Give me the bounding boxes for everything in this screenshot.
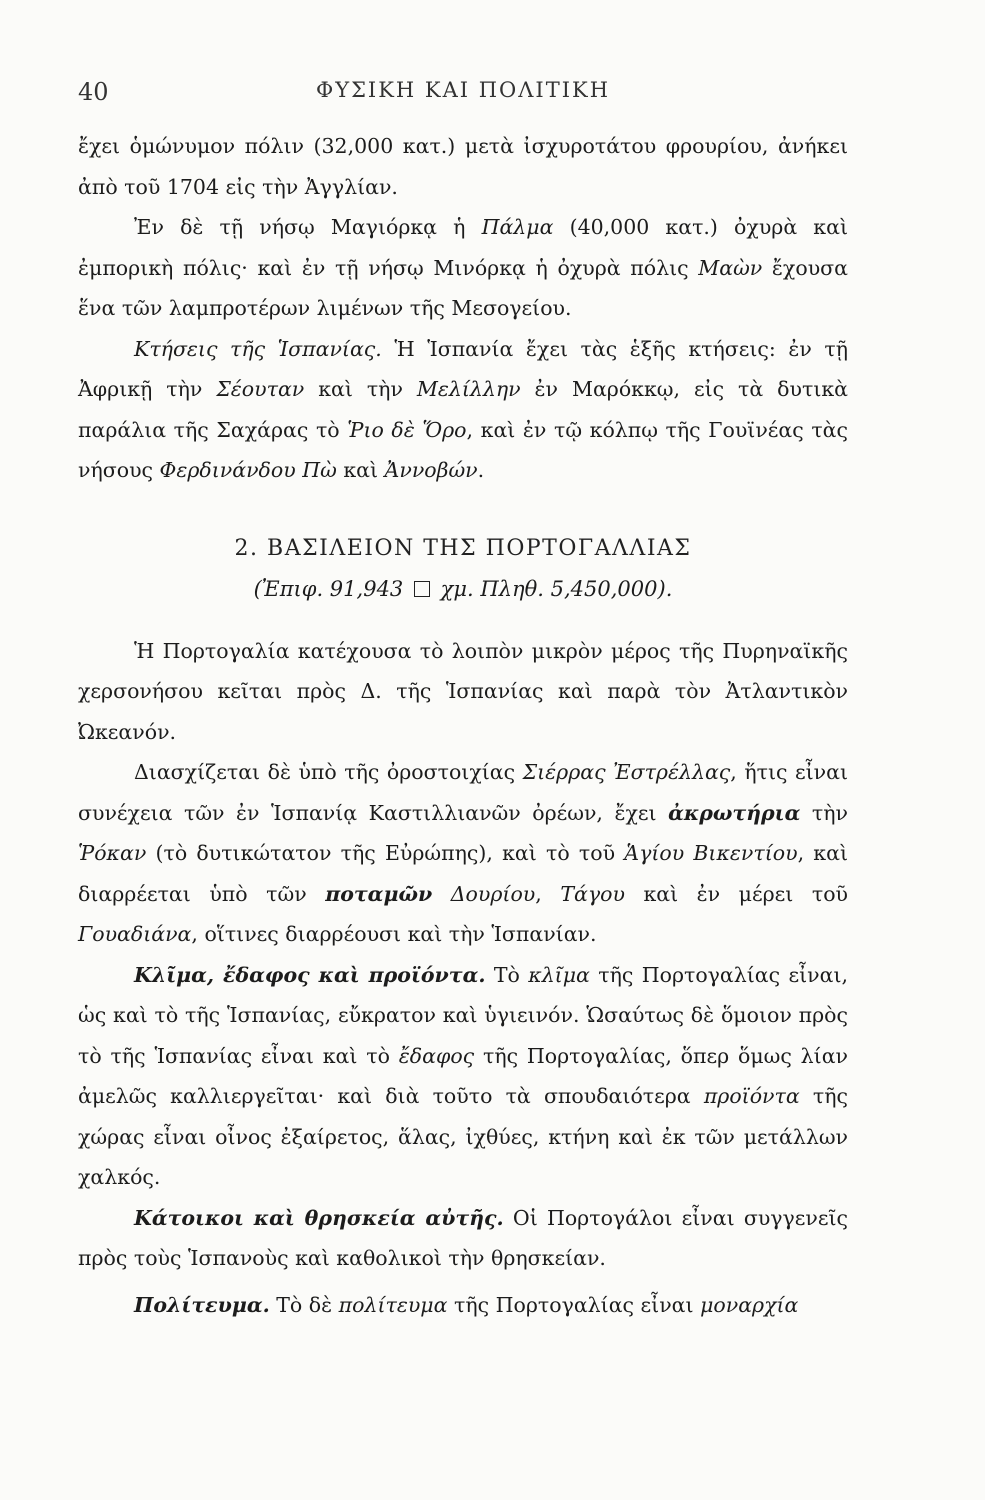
population-label: Πληθ. 5,450,000).	[480, 576, 673, 601]
paragraph-inhabitants: Κάτοικοι καὶ θρησκεία αὐτῆς. Οἱ Πορτογάλοι εἶναι συγγενεῖς πρὸς τοὺς Ἱσπανοὺς καὶ καθολικοὶ τὴν θρησκείαν.	[78, 1205, 849, 1270]
paragraph-government: Πολίτευμα. Τὸ δὲ πολίτευμα τῆς Πορτογαλίας εἶναι μοναρχία	[134, 1292, 799, 1317]
page-header	[78, 78, 848, 126]
paragraph-climate: Κλῖμα, ἔδαφος καὶ προϊόντα. Τὸ κλῖμα τῆς Πορτογαλίας εἶναι, ὡς καὶ τὸ τῆς Ἱσπανίας, εὔκρατον καὶ ὑγιεινόν. Ὡσαύτως δὲ ὅμοιον πρὸς τὸ τῆς Ἱσπανίας εἶναι καὶ τὸ ἔδαφος τῆς Πορτογαλίας, ὅπερ ὅμως λίαν ἀμελῶς καλλιεργεῖται· καὶ διὰ τοῦτο τὰ σπουδαιότερα προϊόντα τῆς χώρας εἶναι οἶνος ἐξαίρετος, ἅλας, ἰχθύες, κτήνη καὶ ἐκ τῶν μετάλλων χαλκός.	[78, 962, 849, 1189]
paragraph-balearic: Ἐν δὲ τῇ νήσῳ Μαγιόρκᾳ ἡ Πάλμα (40,000 κατ.) ὀχυρὰ καὶ ἐμπορικὴ πόλις· καὶ ἐν τῇ νήσῳ Μινόρκᾳ ἡ ὀχυρὰ πόλις Μαὼν ἔχουσα ἕνα τῶν λαμπροτέρων λιμένων τῆς Μεσογείου.	[78, 215, 848, 320]
page-number: 40	[78, 78, 109, 106]
area-unit: χμ.	[440, 576, 474, 601]
paragraph-portugal-location: Ἡ Πορτογαλία κατέχουσα τὸ λοιπὸν μικρὸν μέρος τῆς Πυρηναϊκῆς χερσονήσου κεῖται πρὸς Δ. τῆς Ἱσπανίας καὶ παρὰ τὸν Ἀτλαντικὸν Ὠκεανόν.	[78, 638, 848, 744]
square-symbol-icon	[414, 581, 430, 597]
inhabitants-heading: Κάτοικοι καὶ θρησκεία αὐτῆς.	[134, 1205, 504, 1230]
possessions-heading: Κτήσεις τῆς Ἱσπανίας.	[134, 336, 382, 361]
government-heading: Πολίτευμα.	[134, 1292, 270, 1317]
section-stats	[78, 569, 848, 609]
paragraph-mountains: Διασχίζεται δὲ ὑπὸ τῆς ὀροστοιχίας Σιέρρας Ἐστρέλλας, ἥτις εἶναι συνέχεια τῶν ἐν Ἱσπανίᾳ Καστιλλιανῶν ὀρέων, ἔχει ἀκρωτήρια τὴν Ῥόκαν (τὸ δυτικώτατον τῆς Εὐρώπης), καὶ τὸ τοῦ Ἁγίου Βικεντίου, καὶ διαρρέεται ὑπὸ τῶν ποταμῶν Δουρίου, Τάγου καὶ ἐν μέρει τοῦ Γουαδιάνα, οἵτινες διαρρέουσι καὶ τὴν Ἱσπανίαν.	[78, 760, 848, 946]
place-mahon: Μαὼν	[698, 255, 763, 280]
book-page	[78, 78, 848, 1325]
place-palma: Πάλμα	[481, 215, 554, 239]
running-title: ΦΥΣΙΚΗ ΚΑΙ ΠΟΛΙΤΙΚΗ	[315, 78, 611, 102]
climate-heading: Κλῖμα, ἔδαφος καὶ προϊόντα.	[134, 962, 486, 987]
section-title: 2. ΒΑΣΙΛΕΙΟΝ ΤΗΣ ΠΟΡΤΟΓΑΛΛΙΑΣ	[234, 535, 692, 561]
area-label: (Ἐπιφ. 91,943	[253, 576, 404, 601]
paragraph-gibraltar: ἔχει ὁμώνυμον πόλιν (32,000 κατ.) μετὰ ἰσχυροτάτου φρουρίου, ἀνήκει ἀπὸ τοῦ 1704 εἰς τὴν Ἀγγλίαν.	[78, 134, 848, 199]
paragraph-possessions: Κτήσεις τῆς Ἱσπανίας. Ἡ Ἱσπανία ἔχει τὰς ἑξῆς κτήσεις: ἐν τῇ Ἀφρικῇ τὴν Σέουταν καὶ τὴν Μελίλλην ἐν Μαρόκκῳ, εἰς τὰ δυτικὰ παράλια τῆς Σαχάρας τὸ Ῥιο δὲ Ὅρο, καὶ ἐν τῷ κόλπῳ τῆς Γουϊνέας τὰς νήσους Φερδινάνδου Πὼ καὶ Ἀννοβών.	[78, 336, 849, 482]
